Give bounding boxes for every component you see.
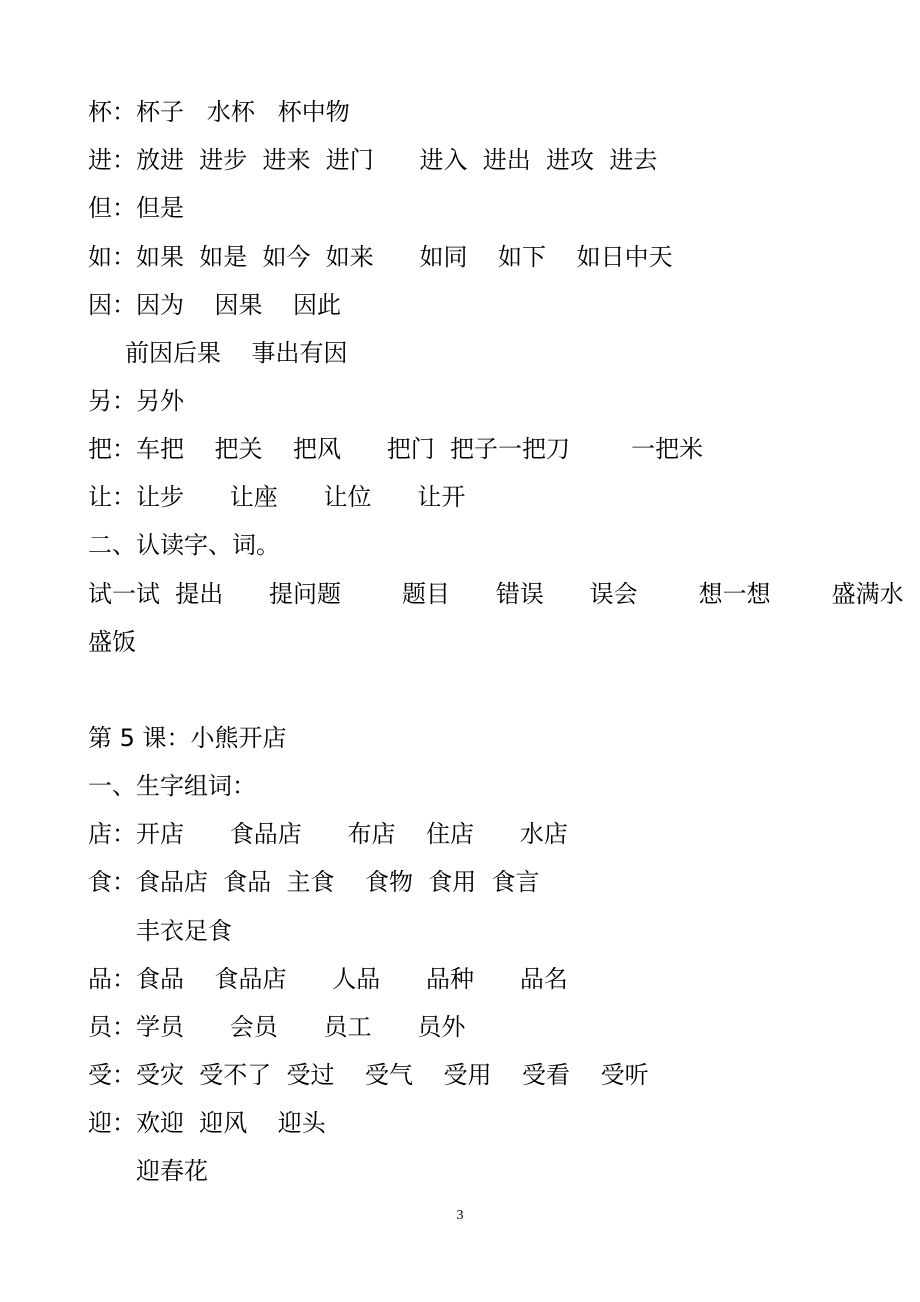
- text-line-reading-words: 试一试 提出 提问题 题目 错误 误会 想一想 盛满水: [88, 580, 904, 608]
- text-line-if: 如：如果 如是 如今 如来 如同 如下 如日中天: [88, 243, 673, 271]
- text-line-handle: 把：车把 把关 把风 把门 把子一把刀 一把米: [88, 435, 704, 463]
- text-line-shop: 店：开店 食品店 布店 住店 水店: [88, 820, 568, 848]
- text-line-because: 因：因为 因果 因此: [88, 291, 342, 319]
- text-line-welcome-continued: 迎春花: [136, 1157, 208, 1185]
- text-line-because-idioms: 前因后果 事出有因: [125, 339, 348, 367]
- text-line-food: 食：食品店 食品 主食 食物 食用 食言: [88, 868, 540, 896]
- text-line-food-idiom: 丰衣足食: [136, 917, 232, 945]
- text-line-enter: 进：放进 进步 进来 进门 进入 进出 进攻 进去: [88, 146, 658, 174]
- text-line-goods: 品：食品 食品店 人品 品种 品名: [88, 965, 568, 993]
- text-line-receive: 受：受灾 受不了 受过 受气 受用 受看 受听: [88, 1061, 649, 1089]
- text-line-but: 但：但是: [88, 194, 184, 222]
- page-number: 3: [456, 1208, 464, 1223]
- section-heading-new-words: 一、生字组词：: [88, 772, 256, 800]
- text-line-member: 员：学员 会员 员工 员外: [88, 1013, 466, 1041]
- text-line-reading-words-continued: 盛饭: [88, 628, 136, 656]
- text-line-cup: 杯：杯子 水杯 杯中物: [88, 98, 350, 126]
- text-line-welcome: 迎：欢迎 迎风 迎头: [88, 1109, 326, 1137]
- lesson-title: 第 5 课：小熊开店: [88, 724, 287, 752]
- text-line-yield: 让：让步 让座 让位 让开: [88, 483, 466, 511]
- section-heading-reading: 二、认读字、词。: [88, 531, 280, 559]
- text-line-another: 另：另外: [88, 387, 184, 415]
